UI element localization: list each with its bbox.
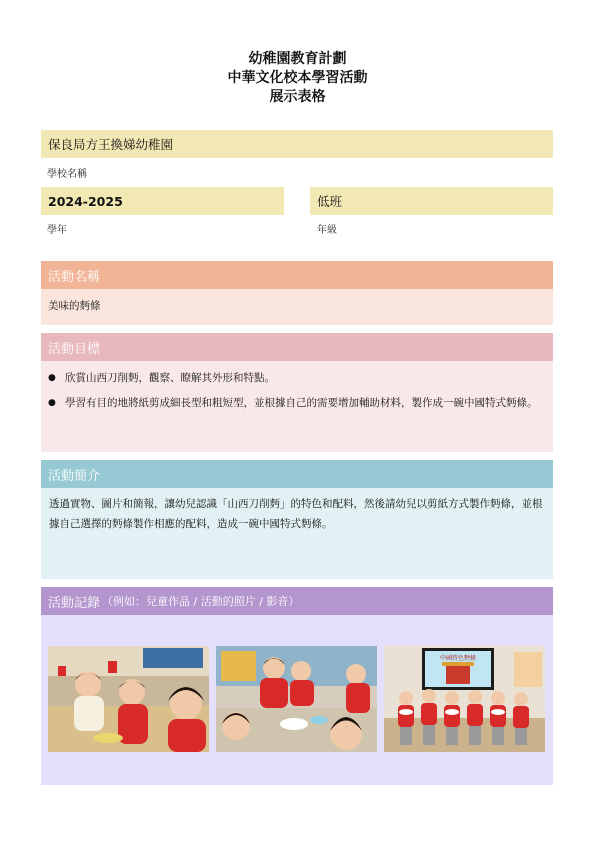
records-heading — [41, 587, 553, 615]
summary-heading — [41, 460, 553, 488]
activity-name-heading-text: 活動名稱 — [48, 269, 101, 285]
school-year-label: 學年 — [47, 225, 67, 236]
activity-photo-3 — [384, 646, 545, 752]
grade-label: 年級 — [317, 225, 337, 236]
school-name-field — [41, 130, 553, 158]
title-line-3: 展示表格 — [269, 89, 326, 105]
summary-heading-text: 活動簡介 — [48, 468, 101, 484]
activity-name-body — [41, 289, 553, 325]
objectives-heading — [41, 333, 553, 361]
records-heading-note: （例如：兒童作品 / 活動的照片 / 影音） — [102, 595, 300, 608]
objective-item — [41, 393, 553, 413]
objectives-heading-text: 活動目標 — [48, 341, 101, 357]
school-year-field — [41, 187, 284, 215]
activity-name-heading — [41, 261, 553, 289]
records-heading-text: 活動記錄 — [48, 595, 101, 611]
screen-caption: 中國特色麪條 — [439, 655, 477, 662]
school-name-value: 保良局方王換娣幼稚園 — [48, 137, 174, 152]
school-year-value: 2024-2025 — [48, 193, 123, 209]
activity-photo-2 — [216, 646, 377, 752]
document-title — [0, 50, 595, 107]
summary-text: 透過實物、圖片和簡報，讓幼兒認識「山西刀削麪」的特色和配料，然後請幼兒以剪紙方式製作麪條，並根據自己選擇的麪條製作相應的配料，造成一碗中國特式麪條。 — [49, 498, 543, 530]
school-name-label: 學校名稱 — [47, 169, 87, 180]
bullet-icon: ● — [48, 398, 56, 408]
title-line-1: 幼稚園教育計劃 — [248, 51, 347, 67]
objective-text: 學習有目的地將紙剪成細長型和粗短型，並根據自己的需要增加輔助材料，製作成一碗中國特式麪條。 — [65, 397, 538, 409]
objectives-body — [41, 361, 553, 452]
objective-item — [41, 368, 553, 388]
summary-body — [41, 488, 553, 579]
bullet-icon: ● — [48, 373, 56, 383]
activity-name-value: 美味的麪條 — [48, 300, 101, 312]
grade-value: 低班 — [317, 194, 343, 209]
activity-photo-1 — [48, 646, 209, 752]
grade-field — [310, 187, 553, 215]
objective-text: 欣賞山西刀削麪，觀察、瞭解其外形和特點。 — [65, 372, 275, 384]
title-line-2: 中華文化校本學習活動 — [227, 70, 368, 86]
